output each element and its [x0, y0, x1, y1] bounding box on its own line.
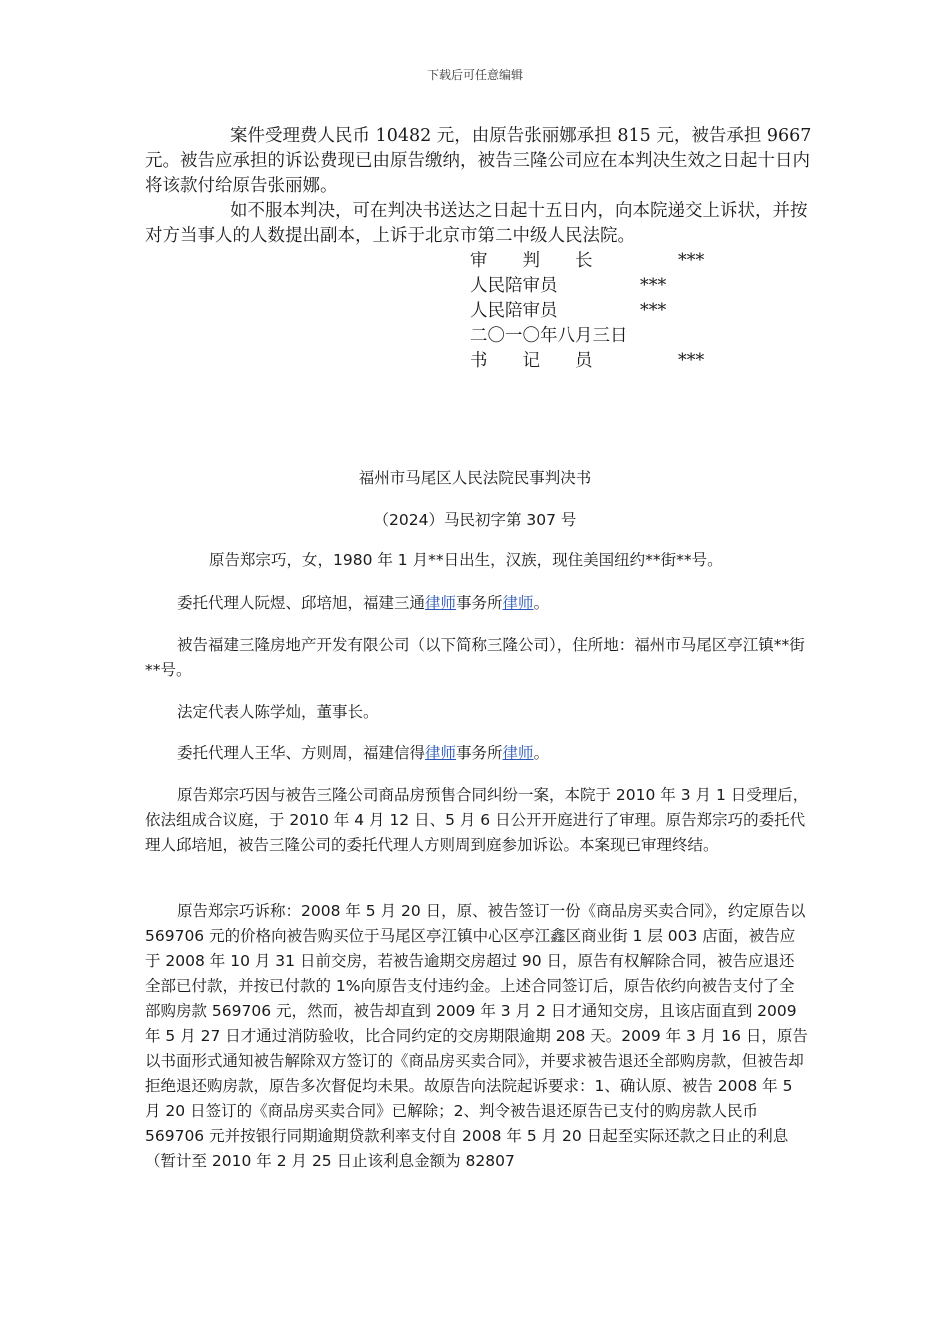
- signature-role: 人民陪审员: [470, 301, 558, 321]
- signature-name: ***: [678, 251, 705, 271]
- signature-row: [470, 274, 666, 299]
- signature-date: 二〇一〇年八月三日: [470, 326, 628, 346]
- agent-text: 。: [533, 594, 550, 612]
- agent-text: 事务所: [456, 744, 503, 762]
- signature-name: ***: [678, 351, 705, 371]
- legal-rep-paragraph: 法定代表人陈学灿，董事长。: [177, 703, 379, 721]
- signature-row: [470, 349, 704, 374]
- agent-text: 委托代理人阮煜、邱培旭，福建三通: [177, 594, 426, 612]
- case-number: （2024）马民初字第 307 号: [373, 511, 577, 529]
- watermark-header: 下载后可任意编辑: [426, 68, 523, 82]
- lawyer-link[interactable]: 律师: [425, 744, 457, 762]
- signature-row: [470, 249, 704, 274]
- appeal-paragraph: 如不服本判决，可在判决书送达之日起十五日内，向本院递交上诉状，并按对方当事人的人数提出副本，上诉于北京市第二中级人民法院。: [145, 201, 808, 246]
- case-paragraph: 原告郑宗巧因与被告三隆公司商品房预售合同纠纷一案，本院于 2010 年 3 月 1 日受理后，依法组成合议庭，于 2010 年 4 月 12 日、5 月 6 日公开开庭进行了审理。原告郑宗巧的委托代理人邱培旭，被告三隆公司的委托代理人方则周到庭参加诉讼。本案现已审理终结。: [145, 786, 809, 854]
- defendant-agent-paragraph: [145, 741, 810, 766]
- lawyer-link[interactable]: 律师: [502, 594, 534, 612]
- agent-text: 委托代理人王华、方则周，福建信得: [177, 744, 426, 762]
- signature-row: [470, 299, 666, 324]
- defendant-paragraph: 被告福建三隆房地产开发有限公司（以下简称三隆公司），住所地：福州市马尾区亭江镇**街**号。: [145, 636, 805, 679]
- plaintiff-agent-paragraph: [145, 591, 810, 616]
- fee-paragraph: 案件受理费人民币 10482 元，由原告张丽娜承担 815 元，被告承担 9667 元。被告应承担的诉讼费现已由原告缴纳，被告三隆公司应在本判决生效之日起十日内将该款付给原告张丽娜。: [145, 126, 812, 196]
- lawyer-link[interactable]: 律师: [425, 594, 457, 612]
- signature-role: 书 记 员: [470, 351, 593, 371]
- claim-paragraph: 原告郑宗巧诉称：2008 年 5 月 20 日，原、被告签订一份《商品房买卖合同》，约定原告以 569706 元的价格向被告购买位于马尾区亭江镇中心区亭江鑫区商业街 1 层 003 店面，被告应于 2008 年 10 月 31 日前交房，若被告逾期交房超过 90 日，原告有权解除合同，被告应退还全部已付款，并按已付款的 1%向原告支付违约金。上述合同签订后，原告依约向被告支付了全部购房款 569706 元，然而，被告却直到 2009 年 3 月 2 日才通知交房，且该店面直到 2009 年 5 月 27 日才通过消防验收，比合同约定的交房期限逾期 208 天。2009 年 3 月 16 日，原告以书面形式通知被告解除双方签订的《商品房买卖合同》，并要求被告退还全部购房款，但被告却拒绝退还购房款，原告多次督促均未果。故原告向法院起诉要求：1、确认原、被告 2008 年 5 月 20 日签订的《商品房买卖合同》已解除；2、判令被告退还原告已支付的购房款人民币 569706 元并按银行同期逾期贷款利率支付自 2008 年 5 月 20 日起至实际还款之日止的利息（暂计至 2010 年 2 月 25 日止该利息金额为 82807: [145, 902, 808, 1170]
- signature-name: ***: [640, 276, 667, 296]
- lawyer-link[interactable]: 律师: [502, 744, 534, 762]
- agent-text: 事务所: [456, 594, 503, 612]
- plaintiff-paragraph: 原告郑宗巧，女，1980 年 1 月**日出生，汉族，现住美国纽约**街**号。: [209, 551, 723, 569]
- signature-row: [470, 324, 670, 349]
- agent-text: 。: [533, 744, 550, 762]
- signature-role: 人民陪审员: [470, 276, 558, 296]
- signature-role: 审 判 长: [470, 251, 593, 271]
- judgment-title: 福州市马尾区人民法院民事判决书: [358, 469, 592, 487]
- signature-name: ***: [640, 301, 667, 321]
